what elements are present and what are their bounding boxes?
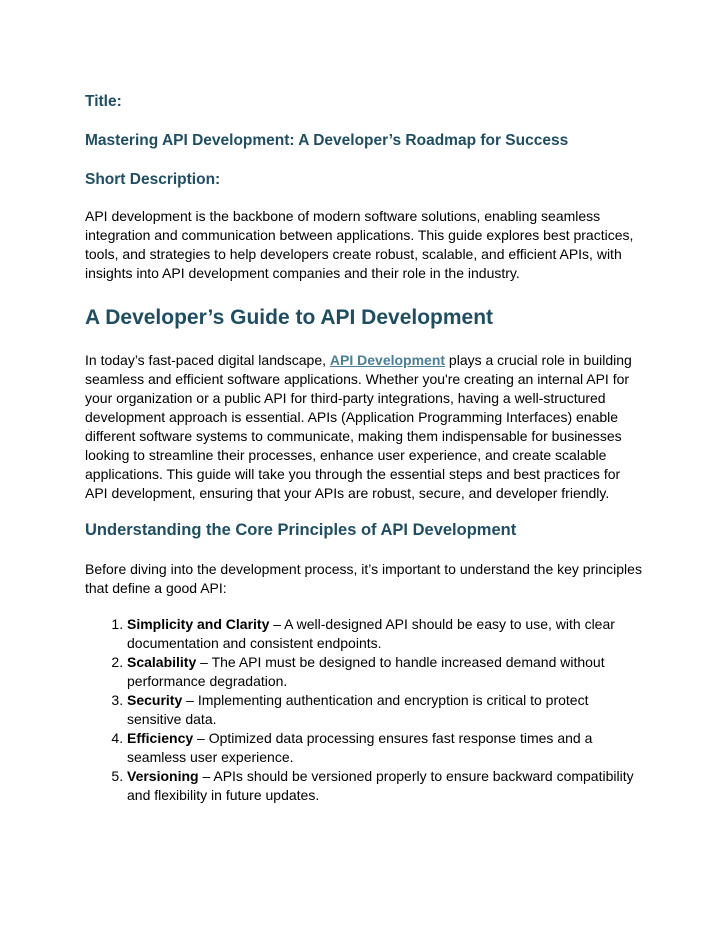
list-item	[127, 767, 645, 805]
guide-paragraph-lead: In today’s fast-paced digital landscape,	[85, 352, 330, 368]
principles-heading: Understanding the Core Principles of API Development	[85, 521, 517, 539]
document-title: Mastering API Development: A Developer’s Roadmap for Success	[85, 132, 569, 149]
document-page	[85, 92, 645, 805]
guide-heading: A Developer’s Guide to API Development	[85, 306, 494, 329]
principles-list	[85, 615, 645, 805]
list-item	[127, 615, 645, 653]
short-description-label: Short Description:	[85, 171, 221, 188]
principle-term: Security	[127, 692, 183, 708]
principle-term: Simplicity and Clarity	[127, 616, 270, 632]
principle-term: Efficiency	[127, 730, 194, 746]
principle-description: – A well-designed API should be easy to use, with clear documentation and consistent endpoints.	[127, 616, 615, 651]
principle-term: Versioning	[127, 768, 199, 784]
list-item	[127, 691, 645, 729]
principle-description: – Implementing authentication and encryption is critical to protect sensitive data.	[127, 692, 589, 727]
principle-description: – The API must be designed to handle increased demand without performance degradation.	[127, 654, 605, 689]
list-item	[127, 729, 645, 767]
principle-description: – APIs should be versioned properly to ensure backward compatibility and flexibility in future updates.	[127, 768, 634, 803]
principle-term: Scalability	[127, 654, 197, 670]
list-item	[127, 653, 645, 691]
guide-paragraph	[85, 351, 645, 503]
short-description-text: API development is the backbone of modern software solutions, enabling seamless integration and communication between applications. This guide explores best practices, tools, and strategies to help developers create robust, scalable, and efficient APIs, with insights into API development companies and their role in the industry.	[85, 208, 634, 281]
title-label: Title:	[85, 93, 122, 110]
principles-intro: Before diving into the development process, it’s important to understand the key principles that define a good API:	[85, 561, 642, 596]
api-development-link[interactable]: API Development	[329, 352, 446, 368]
guide-paragraph-rest: plays a crucial role in building seamless and efficient software applications. Whether you're creating an internal API for your organization or a public API for third-party integrations, having a well-structured development approach is essential. APIs (Application Programming Interfaces) enable different software systems to communicate, making them indispensable for businesses looking to streamline their processes, enhance user experience, and create scalable applications. This guide will take you through the essential steps and best practices for API development, ensuring that your APIs are robust, secure, and developer friendly.	[85, 352, 632, 501]
principle-description: – Optimized data processing ensures fast response times and a seamless user experience.	[127, 730, 593, 765]
